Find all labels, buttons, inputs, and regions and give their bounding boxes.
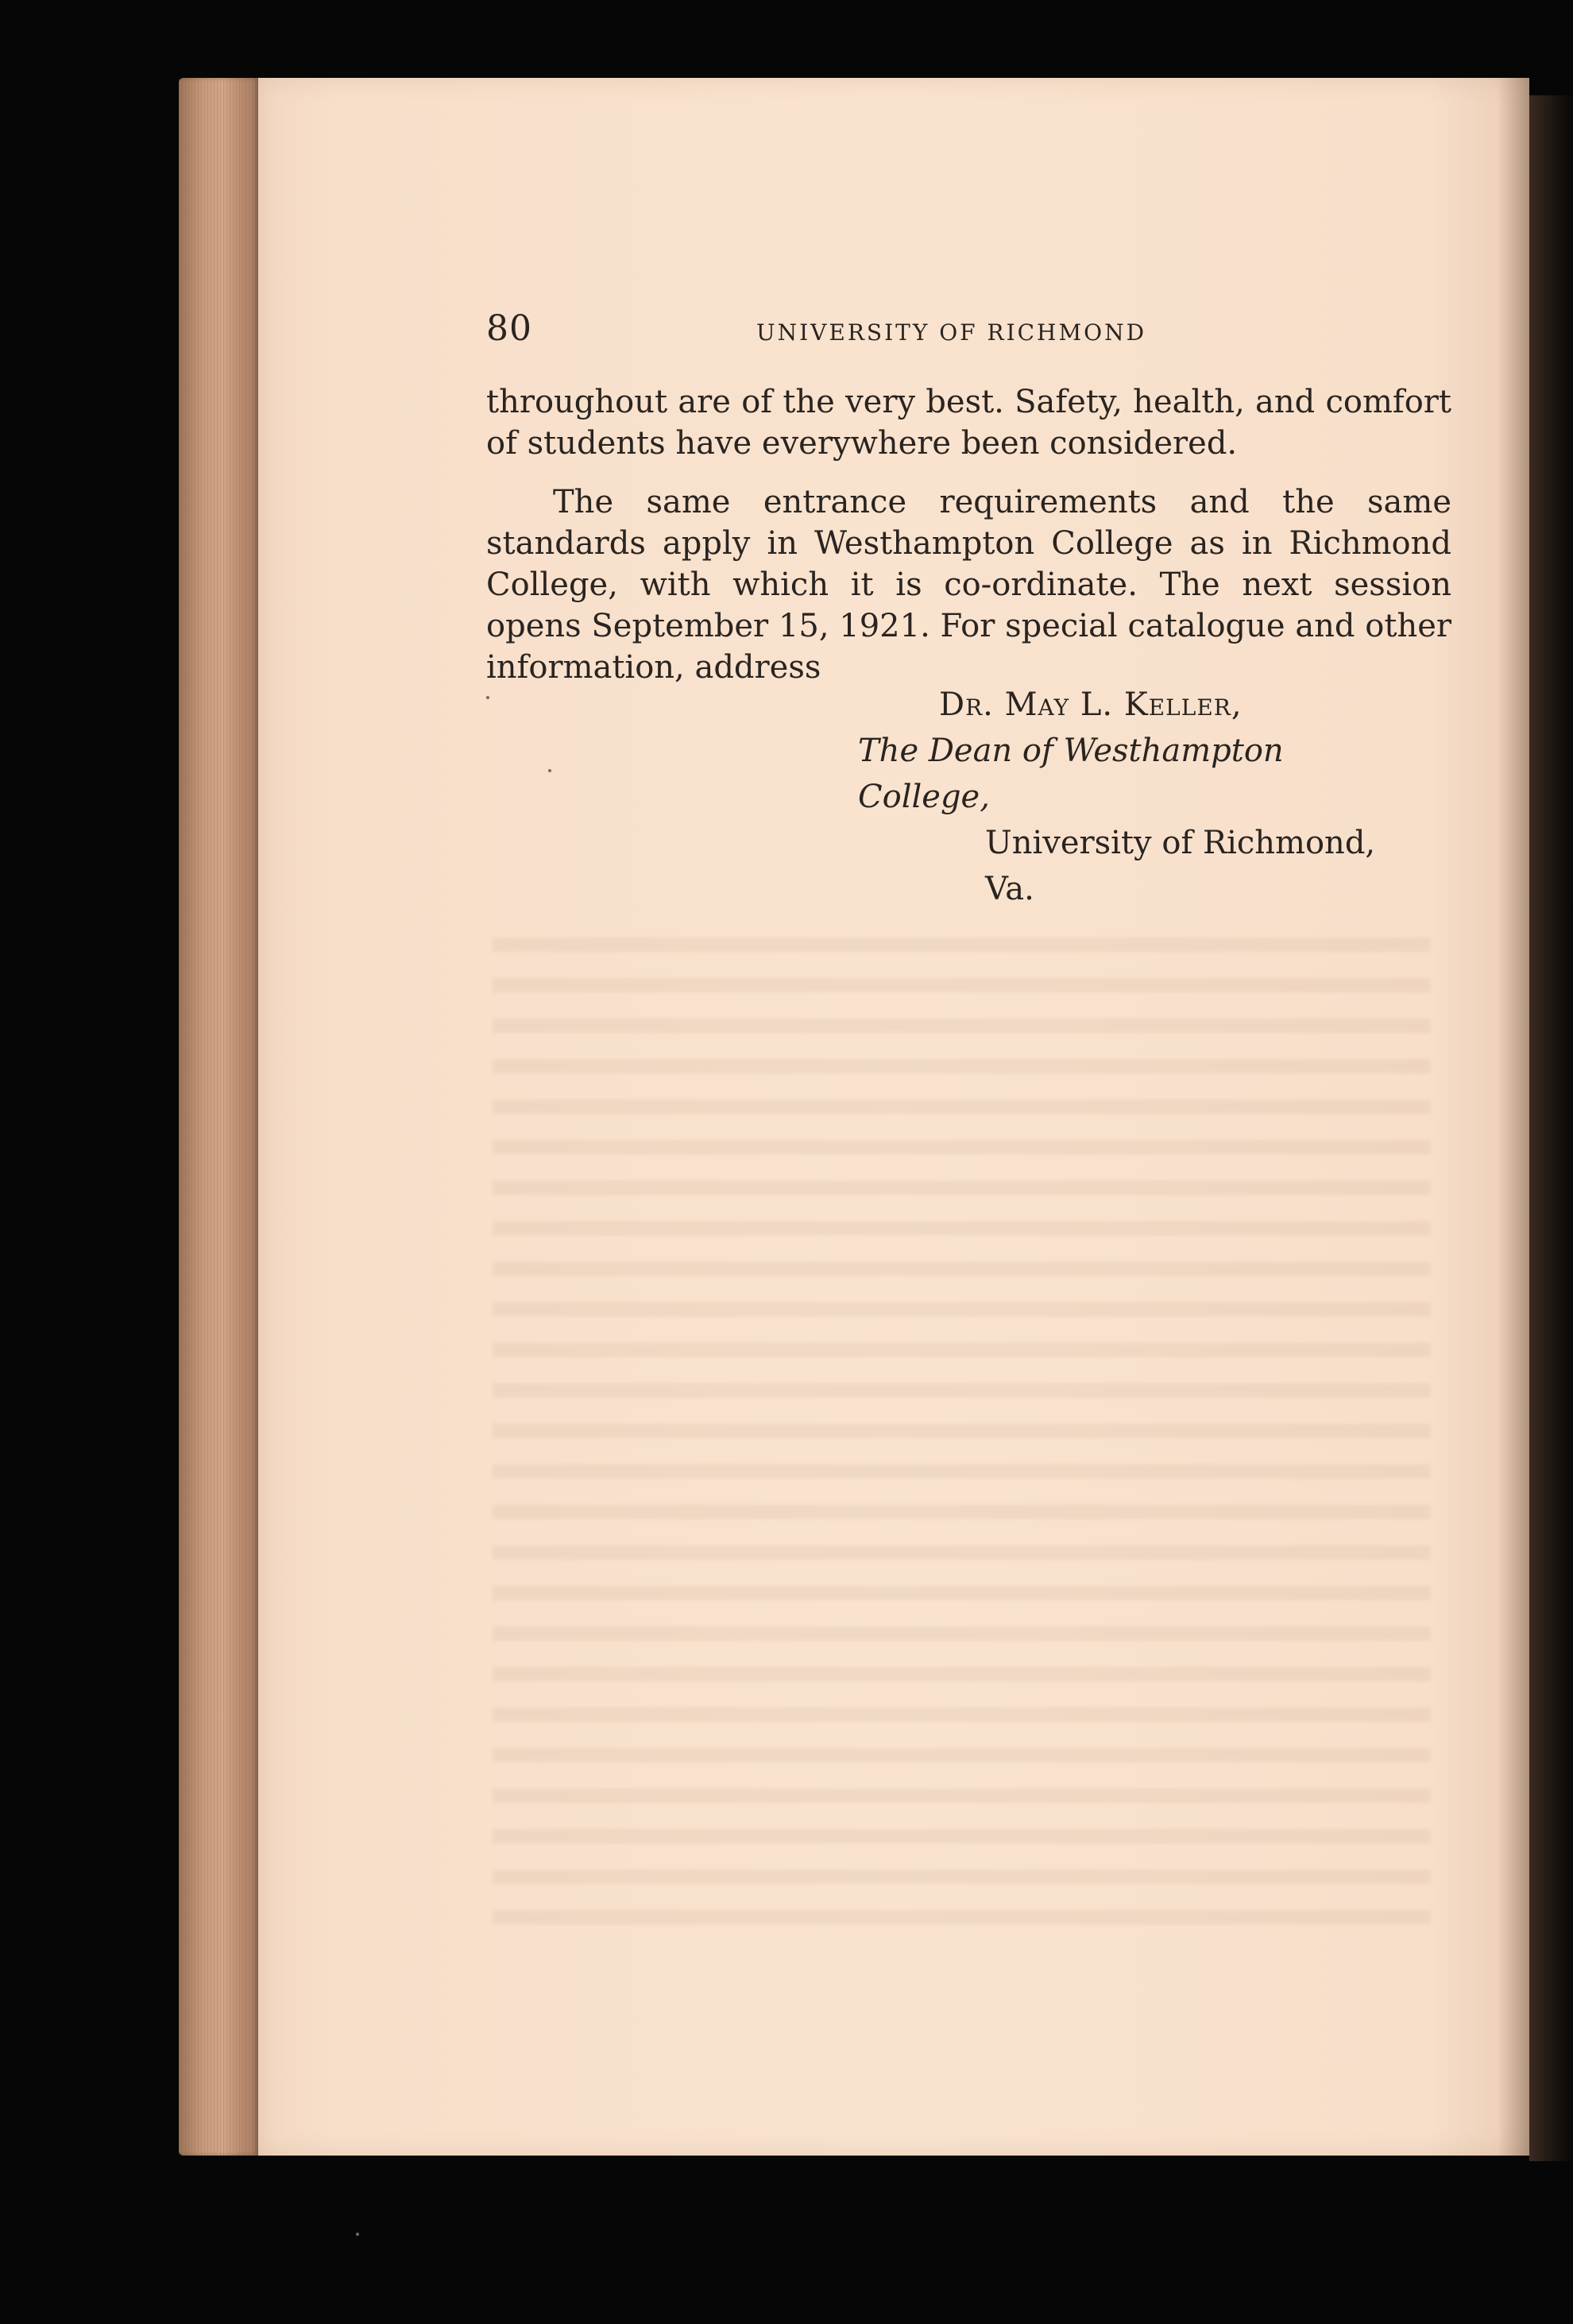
book-spine <box>1529 95 1573 2161</box>
bleed-through-text <box>493 938 1430 1939</box>
signatory-place: University of Richmond, Va. <box>985 825 1376 907</box>
signature-block <box>486 682 1424 912</box>
paragraph: throughout are of the very best. Safety, health, and comfort of students have everywhere been considered. <box>486 384 1451 462</box>
body-text <box>486 381 1451 706</box>
paper-speck <box>486 696 489 699</box>
signatory-title: The Dean of Westhampton College, <box>858 733 1284 815</box>
page-header <box>486 308 1455 356</box>
page-gutter-shadow <box>1498 78 1529 2156</box>
paper-speck <box>356 2233 359 2236</box>
running-head: UNIVERSITY OF RICHMOND <box>756 319 1147 346</box>
paper-speck <box>548 769 551 772</box>
page-edge <box>179 78 258 2156</box>
paragraph: The same entrance requirements and the same standards apply in Westhampton College as in Richmond College, with which it is co-ordinate. The next session opens September 15, 1921. For special catalogue and other information, address <box>486 484 1451 686</box>
page-number: 80 <box>486 308 532 349</box>
signatory-name: Dr. May L. Keller, <box>939 686 1243 723</box>
